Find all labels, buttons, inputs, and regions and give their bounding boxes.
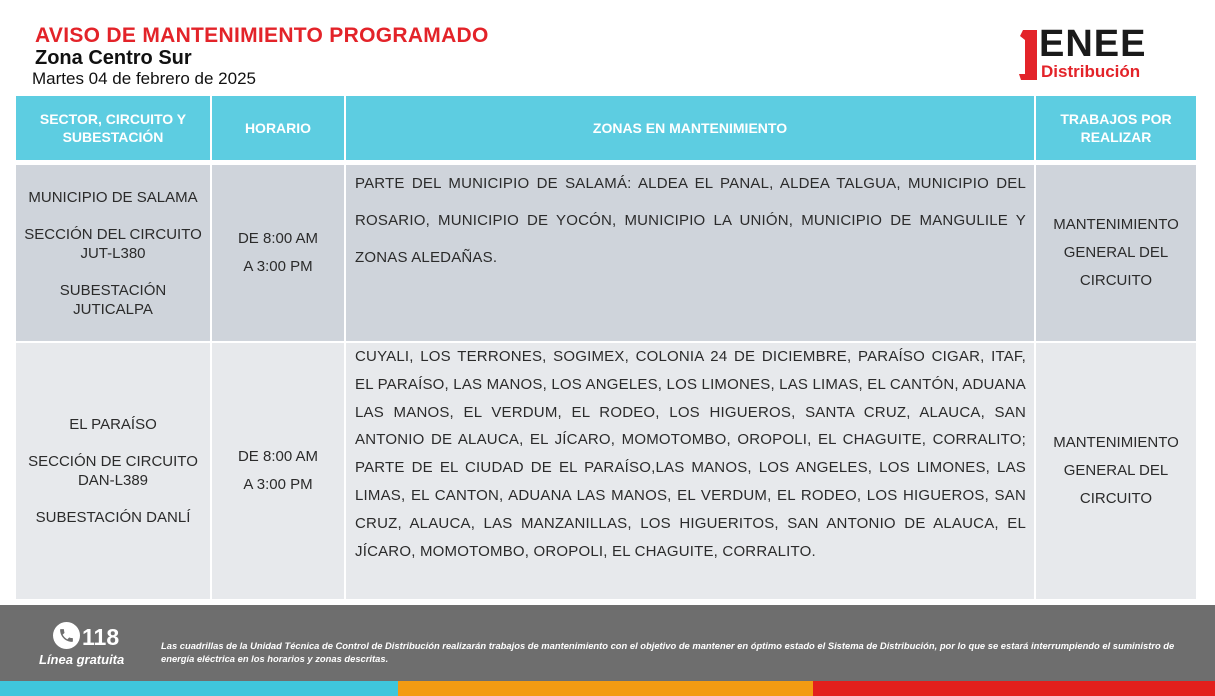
table-header-row [16,96,1196,163]
column-header-works: TRABAJOS POR REALIZAR [1036,96,1196,160]
sector-cell [16,165,212,341]
works-line: CIRCUITO [1079,272,1153,289]
sector-circuit: SECCIÓN DEL CIRCUITO JUT-L380 [24,225,202,262]
zones-text: CUYALI, LOS TERRONES, SOGIMEX, COLONIA 24 DE DICIEMBRE, PARAÍSO CIGAR, ITAF, EL PARAÍSO, LAS MANOS, LOS ANGELES, LOS LIMONES, LAS LIMAS, EL CANTÓN, ADUANA LAS MANOS, EL VERDUM, EL RODEO, LOS HIGUEROS, SANTA CRUZ, ALAUCA, SAN ANTONIO DE ALAUCA, EL JÍCARO, MOMOTOMBO, OROPOLI, EL CHAGUITE, CORRALITO; PARTE DE EL CIUDAD DE EL PARAÍSO,LAS MANOS, LOS ANGELES, LOS LIMONES, LAS LIMAS, EL CANTON, ADUANA LAS MANOS, EL VERDUM, EL RODEO, LOS HIGUEROS, SAN CRUZ, ALAUCA, LAS MANZANILLAS, LOS HIGUERITOS, SAN ANTONIO DE ALAUCA, EL JÍCARO, MOMOTOMBO, OROPOLI, EL CHAGUITE, CORRALITO. [355,348,1026,560]
enee-flag-mark-icon [1019,30,1037,80]
table-row [16,343,1196,599]
works-line: MANTENIMIENTO [1053,216,1179,233]
schedule-cell [212,343,346,599]
sector-municipality: EL PARAÍSO [69,416,157,433]
sector-municipality: MUNICIPIO DE SALAMA [28,188,198,206]
schedule-end: A 3:00 PM [243,258,313,275]
sector-cell [16,343,212,599]
schedule-end: A 3:00 PM [243,476,313,493]
zone-title: Zona Centro Sur [35,47,192,69]
footer-bar [0,605,1215,681]
enee-logo [1019,23,1189,83]
notice-date: Martes 04 de febrero de 2025 [32,69,256,88]
logo-subtitle: Distribución [1041,62,1141,81]
schedule-cell [212,165,346,341]
schedule-start: DE 8:00 AM [237,448,319,465]
column-header-zones: ZONAS EN MANTENIMIENTO [346,96,1036,160]
hotline-label: Línea gratuita [39,652,125,667]
zones-cell [346,165,1036,341]
logo-wordmark: ENEE [1039,23,1147,65]
table-row [16,163,1196,343]
column-header-schedule: HORARIO [212,96,346,160]
works-cell [1036,165,1196,341]
works-line: GENERAL DEL [1063,244,1169,261]
notice-header [0,0,1215,96]
phone-icon [53,622,80,649]
phone-handset-icon [58,627,75,644]
works-line: GENERAL DEL [1063,462,1169,479]
works-cell [1036,343,1196,599]
notice-title: AVISO DE MANTENIMIENTO PROGRAMADO [35,24,489,47]
works-line: CIRCUITO [1079,490,1153,507]
sector-circuit: SECCIÓN DE CIRCUITO DAN-L389 [28,453,198,489]
sector-substation: SUBESTACIÓN JUTICALPA [59,281,167,318]
hotline-number: 118 [82,624,120,650]
maintenance-table [16,96,1196,599]
stripe-orange [398,681,813,696]
schedule-start: DE 8:00 AM [237,230,319,247]
stripe-red [813,681,1215,696]
sector-substation: SUBESTACIÓN DANLÍ [35,509,191,526]
stripe-cyan [0,681,398,696]
zones-cell [346,343,1036,599]
column-header-sector: SECTOR, CIRCUITO Y SUBESTACIÓN [16,96,212,160]
works-line: MANTENIMIENTO [1053,434,1179,451]
footer-notice: Las cuadrillas de la Unidad Técnica de Control de Distribución realizarán trabajos de mantenimiento con el objetivo de mantener en óptimo estado el Sistema de Distribución, por lo que se estará interrumpiendo el suministro de energía eléctrica en los horarios y zonas descritas. [161,640,1175,664]
zones-text: PARTE DEL MUNICIPIO DE SALAMÁ: ALDEA EL PANAL, ALDEA TALGUA, MUNICIPIO DEL ROSARIO, MUNICIPIO DE YOCÓN, MUNICIPIO LA UNIÓN, MUNICIPIO DE MANGULILE Y ZONAS ALEDAÑAS. [355,175,1026,266]
